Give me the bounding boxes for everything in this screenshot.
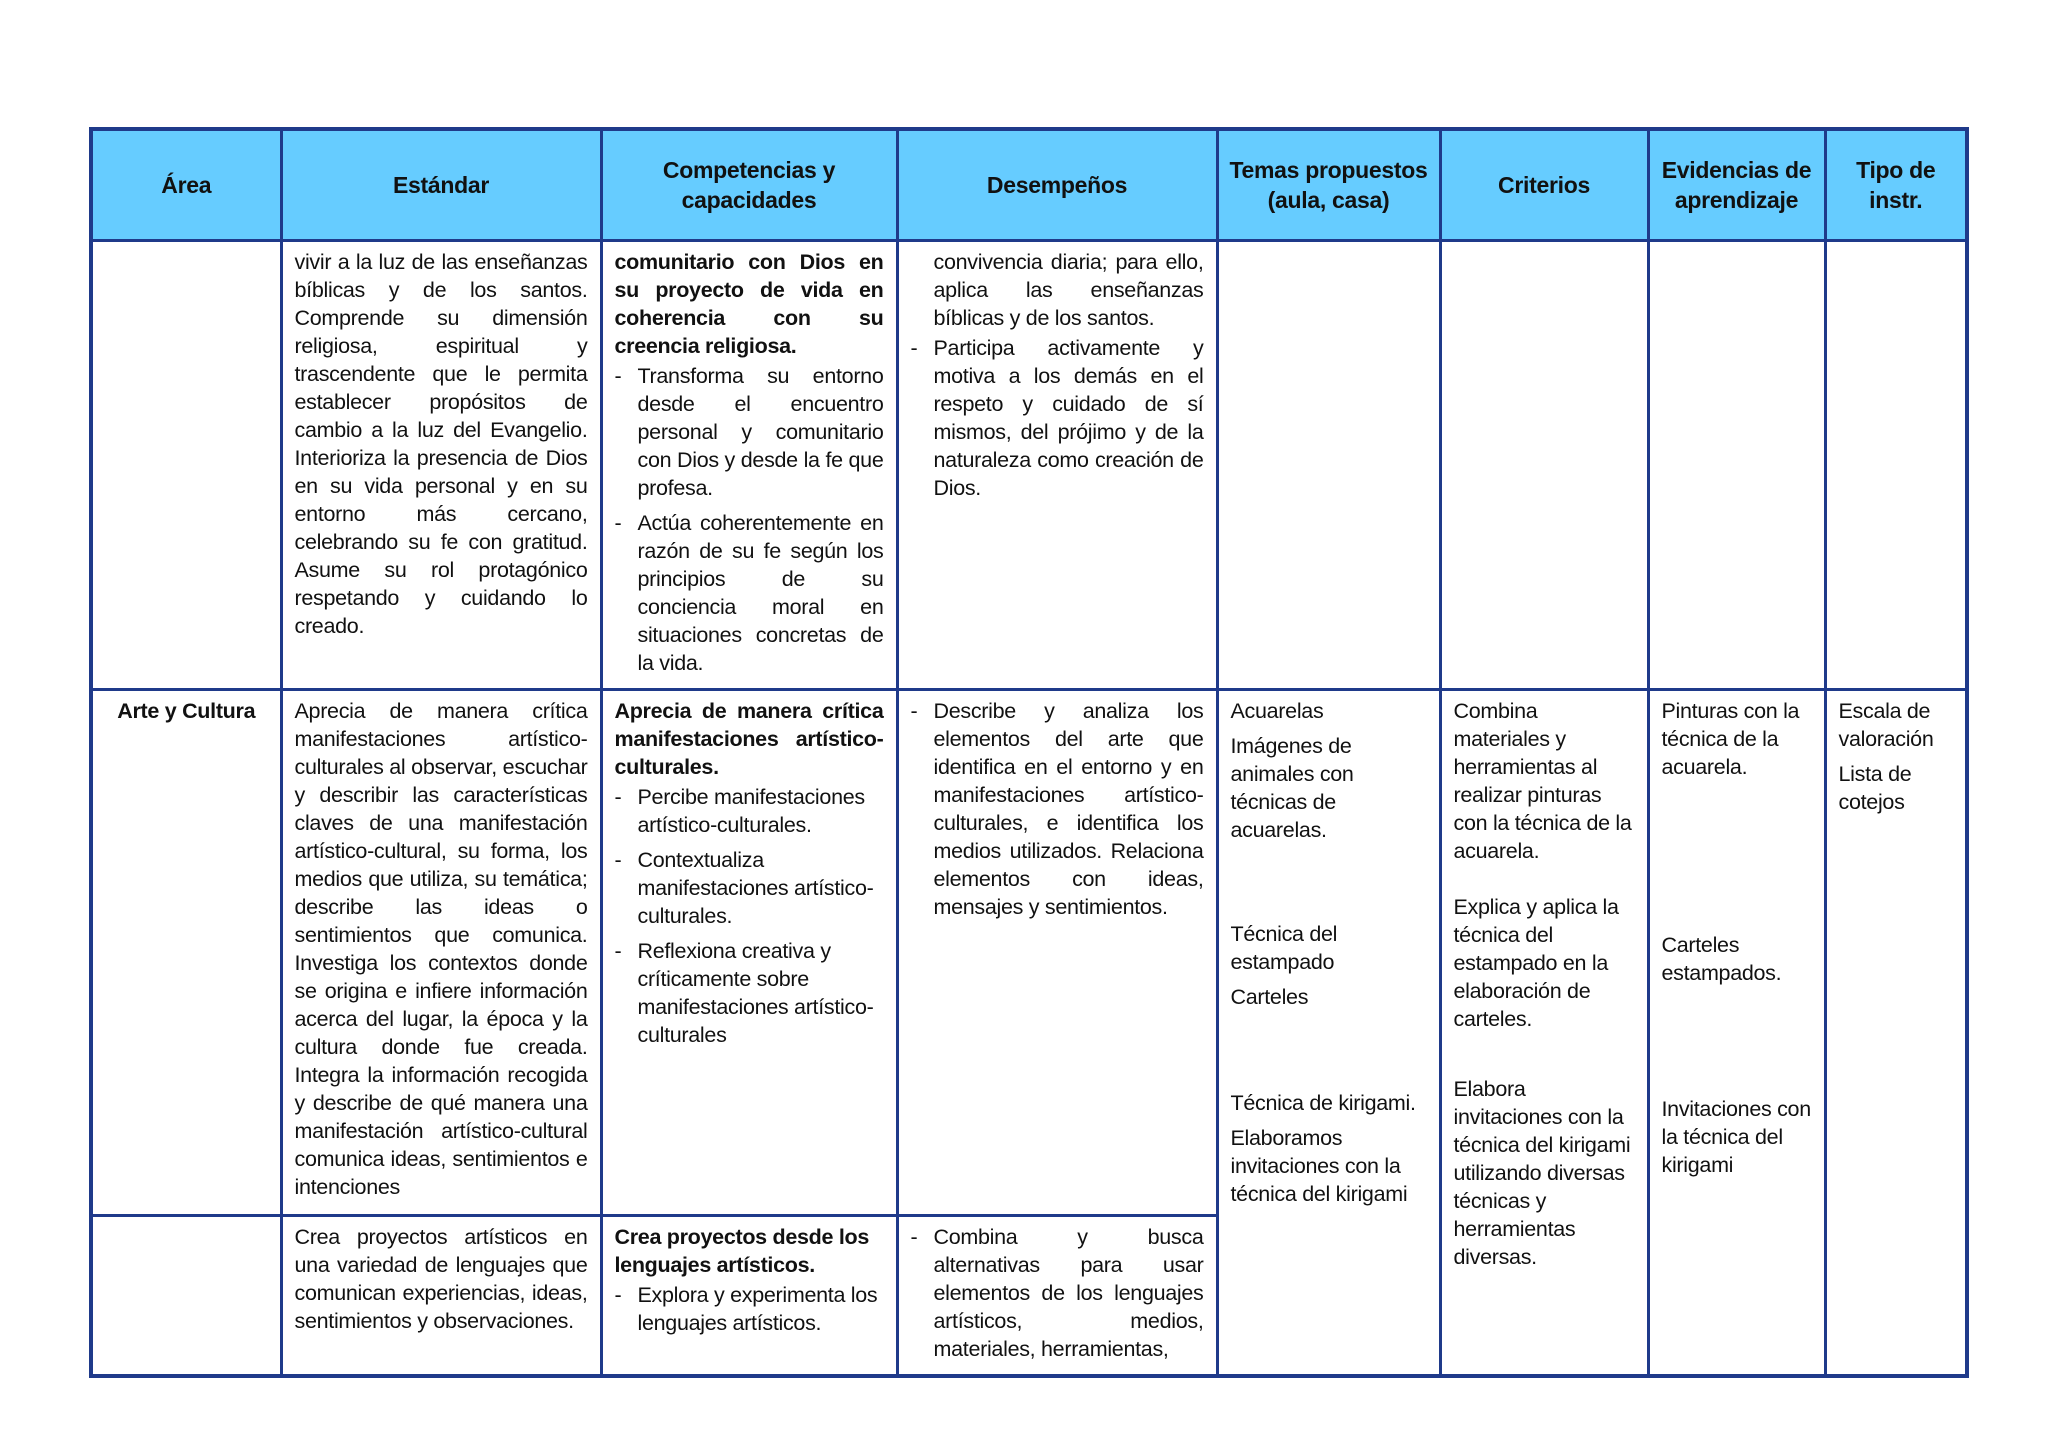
criterio-item: Elabora invitaciones con la técnica del kirigami utilizando diversas técnicas y herramientas diversas. [1453, 1077, 1631, 1269]
instrumento-item: Lista de cotejos [1838, 762, 1912, 814]
header-temas: Temas propuestos (aula, casa) [1217, 129, 1440, 241]
estandar-cell: Crea proyectos artísticos en una variedad de lenguajes que comunican experiencias, ideas, sentimientos y observaciones. [281, 1216, 601, 1377]
list-item: - Contextualiza manifestaciones artístico-culturales. [615, 846, 884, 930]
tema-item: Técnica del estampado [1230, 922, 1338, 974]
tema-item: Imágenes de animales con técnicas de acuarelas. [1230, 734, 1354, 842]
tipo-instr-cell [1825, 241, 1967, 690]
criterio-item: Explica y aplica la técnica del estampado en la elaboración de carteles. [1453, 895, 1619, 1031]
criterios-cell [1440, 690, 1648, 1377]
criterio-item: Combina materiales y herramientas al realizar pinturas con la técnica de la acuarela. [1453, 699, 1632, 863]
instrumento-item: Escala de valoración [1838, 699, 1934, 751]
table-row-religion-continued [91, 241, 1967, 690]
capacidades-list [615, 362, 884, 677]
competencia-title: Crea proyectos desde los lenguajes artísticos. [614, 1225, 869, 1277]
desempeno-continued: convivencia diaria; para ello, aplica las enseñanzas bíblicas y de los santos. [933, 250, 1204, 330]
desempenos-cell [897, 241, 1217, 690]
list-item: - Reflexiona creativa y críticamente sobre manifestaciones artístico-culturales [615, 937, 884, 1049]
list-item: - Percibe manifestaciones artístico-culturales. [615, 783, 884, 839]
desempenos-cell [897, 1216, 1217, 1377]
header-evidencias: Evidencias de aprendizaje [1648, 129, 1825, 241]
temas-cell [1217, 241, 1440, 690]
desempenos-list [911, 697, 1204, 921]
header-row [91, 129, 1967, 241]
list-item: - Describe y analiza los elementos del arte que identifica en el entorno y en manifestaciones artístico-culturales, e identifica los medios utilizados. Relaciona elementos con ideas, mensajes y sentimientos. [911, 697, 1204, 921]
evidencia-item: Invitaciones con la técnica del kirigami [1661, 1097, 1811, 1177]
list-item: - Combina y busca alternativas para usar elementos de los lenguajes artísticos, medios, materiales, herramientas, [911, 1223, 1204, 1363]
tema-item: Técnica de kirigami. [1230, 1091, 1416, 1115]
header-area: Área [91, 129, 281, 241]
area-cell [91, 241, 281, 690]
area-cell: Arte y Cultura [91, 690, 281, 1216]
curriculum-plan-table [89, 127, 1969, 1378]
list-item: - Participa activamente y motiva a los demás en el respeto y cuidado de sí mismos, del prójimo y de la naturaleza como creación de Dios. [911, 334, 1204, 502]
area-cell [91, 1216, 281, 1377]
desempenos-cell [897, 690, 1217, 1216]
estandar-cell: Aprecia de manera crítica manifestaciones artístico-culturales al observar, escuchar y describir las características claves de una manifestación artístico-cultural, su forma, los medios que utiliza, su temática; describe las ideas o sentimientos que comunica. Investiga los contextos donde se origina e infiere información acerca del lugar, la época y la cultura donde fue creada. Integra la información recogida y describe de qué manera una manifestación artístico-cultural comunica ideas, sentimientos e intenciones [281, 690, 601, 1216]
list-item: - Transforma su entorno desde el encuentro personal y comunitario con Dios y desde la fe que profesa. [615, 362, 884, 502]
evidencias-cell [1648, 241, 1825, 690]
tipo-instr-cell [1825, 690, 1967, 1377]
header-desempenos: Desempeños [897, 129, 1217, 241]
competencia-title: comunitario con Dios en su proyecto de vida en coherencia con su creencia religiosa. [614, 250, 884, 358]
desempenos-list [911, 1223, 1204, 1363]
competencias-cell [601, 690, 897, 1216]
list-item: - Explora y experimenta los lenguajes artísticos. [615, 1281, 884, 1337]
temas-cell [1217, 690, 1440, 1377]
estandar-cell: vivir a la luz de las enseñanzas bíblicas y de los santos. Comprende su dimensión religiosa, espiritual y trascendente que le permita establecer propósitos de cambio a la luz del Evangelio. Interioriza la presencia de Dios en su vida personal y en su entorno más cercano, celebrando su fe con gratitud. Asume su rol protagónico respetando y cuidando lo creado. [281, 241, 601, 690]
capacidades-list [615, 783, 884, 1049]
desempenos-list [911, 334, 1204, 502]
competencias-cell [601, 1216, 897, 1377]
evidencia-item: Carteles estampados. [1661, 933, 1782, 985]
header-criterios: Criterios [1440, 129, 1648, 241]
table-row-arte-cultura [91, 690, 1967, 1216]
evidencias-cell [1648, 690, 1825, 1377]
criterios-cell [1440, 241, 1648, 690]
competencias-cell [601, 241, 897, 690]
tema-item: Elaboramos invitaciones con la técnica del kirigami [1230, 1126, 1408, 1206]
tema-item: Carteles [1230, 985, 1309, 1009]
header-estandar: Estándar [281, 129, 601, 241]
competencia-title: Aprecia de manera crítica manifestaciones artístico-culturales. [614, 699, 884, 779]
tema-item: Acuarelas [1230, 699, 1324, 723]
header-competencias: Competencias y capacidades [601, 129, 897, 241]
list-item: - Actúa coherentemente en razón de su fe según los principios de su conciencia moral en situaciones concretas de la vida. [615, 509, 884, 677]
capacidades-list [615, 1281, 884, 1337]
evidencia-item: Pinturas con la técnica de la acuarela. [1661, 699, 1800, 779]
header-tipo-instr: Tipo de instr. [1825, 129, 1967, 241]
